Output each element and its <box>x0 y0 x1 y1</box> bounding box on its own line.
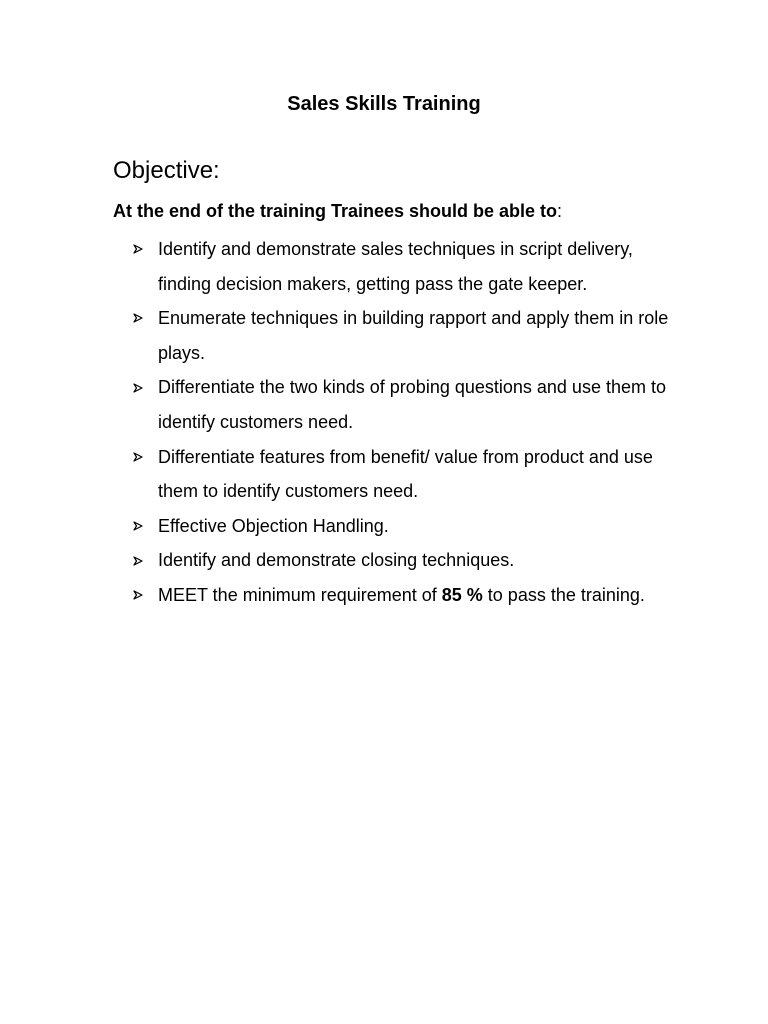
arrowhead-bullet-icon <box>133 509 147 544</box>
list-item-text-post: to pass the training. <box>482 584 645 605</box>
list-item <box>133 543 673 578</box>
arrowhead-bullet-icon <box>133 543 147 578</box>
list-item-text: Differentiate the two kinds of probing questions and use them to identify customers need. <box>158 377 666 432</box>
list-item <box>133 440 673 509</box>
intro-bold-text: At the end of the training Trainees should be able to <box>113 201 558 221</box>
list-item-text: Identify and demonstrate closing techniques. <box>158 550 515 571</box>
objective-heading: Objective: <box>113 157 220 184</box>
objective-list <box>133 232 673 613</box>
intro-colon: : <box>557 201 563 221</box>
list-item-text-pre: MEET the minimum requirement of <box>158 584 442 605</box>
list-item-text: Effective Objection Handling. <box>158 515 389 536</box>
list-item <box>133 301 673 370</box>
list-item-text: Identify and demonstrate sales techniques in script delivery, finding decision makers, getting pass the gate keeper. <box>158 239 633 294</box>
list-item-text: Differentiate features from benefit/ value from product and use them to identify customers need. <box>158 446 653 502</box>
list-item <box>133 370 673 439</box>
arrowhead-bullet-icon <box>133 440 147 475</box>
arrowhead-bullet-icon <box>133 301 147 336</box>
pass-mark-value: 85 % <box>441 584 483 605</box>
list-item <box>133 232 673 301</box>
list-item-text: Enumerate techniques in building rapport and apply them in role plays. <box>158 308 669 363</box>
objective-intro <box>113 198 562 224</box>
arrowhead-bullet-icon <box>133 370 147 405</box>
document-title: Sales Skills Training <box>287 93 481 115</box>
list-item <box>133 509 673 544</box>
arrowhead-bullet-icon <box>133 578 147 613</box>
list-item <box>133 578 673 613</box>
arrowhead-bullet-icon <box>133 232 147 267</box>
